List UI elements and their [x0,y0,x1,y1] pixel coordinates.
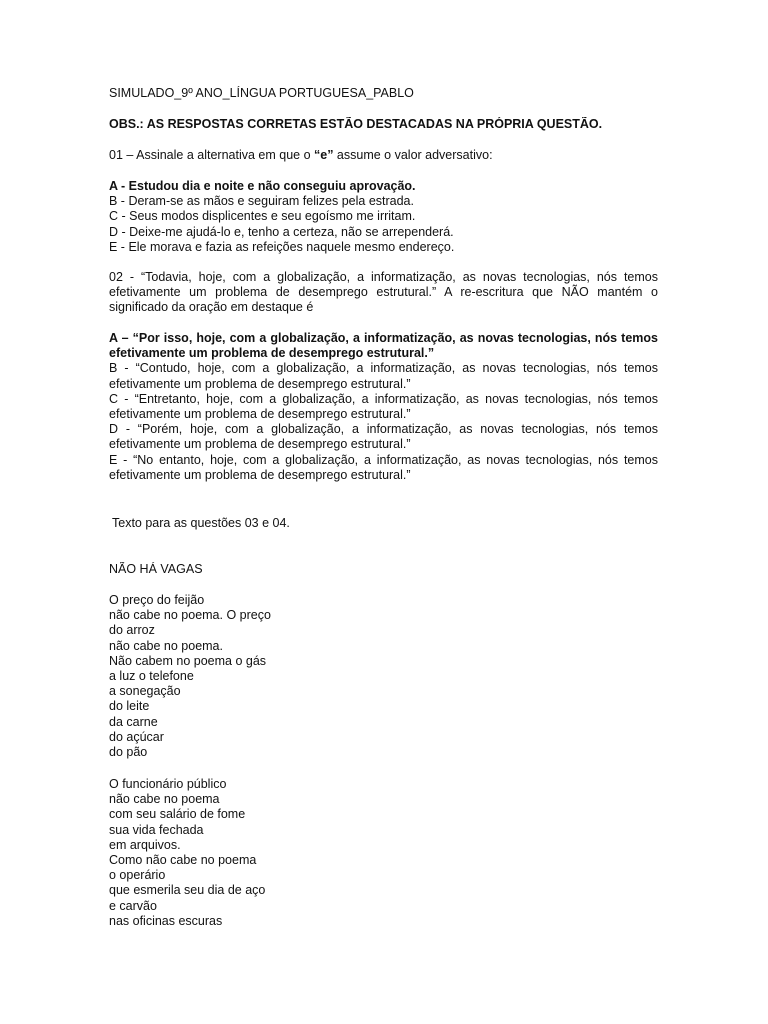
poem-title: NÃO HÁ VAGAS [109,562,203,576]
poem-line: da carne [109,714,158,729]
question-2-option-d: D - “Porém, hoje, com a globalização, a informatização, as novas tecnologias, nós temos efetivamente um problema de desemprego estrutural.” [109,422,658,452]
question-2-option-a: A – “Por isso, hoje, com a globalização, a informatização, as novas tecnologias, nós temos efetivamente um problema de desemprego estrutural.” [109,331,658,361]
poem-line: a sonegação [109,684,181,699]
poem-line: com seu salário de fome [109,807,246,822]
poem-line: O preço do feijão [109,593,205,607]
poem-line: que esmerila seu dia de aço [109,883,266,898]
question-1-option-d: D - Deixe-me ajudá-lo e, tenho a certeza, não se arrependerá. [109,224,454,239]
poem-line: o operário [109,868,166,883]
observation-note: OBS.: AS RESPOSTAS CORRETAS ESTÃO DESTACADAS NA PRÓPRIA QUESTÃO. [109,117,603,131]
poem-line: e carvão [109,898,157,913]
question-1-prompt-tail: assume o valor adversativo: [333,148,493,162]
poem-stanza-1 [109,593,658,760]
document-title: SIMULADO_9º ANO_LÍNGUA PORTUGUESA_PABLO [109,86,414,100]
poem-line: a luz o telefone [109,668,194,683]
question-1-option-e: E - Ele morava e fazia as refeições naquele mesmo endereço. [109,239,455,254]
poem-line: do leite [109,699,150,714]
question-2-option-b: B - “Contudo, hoje, com a globalização, a informatização, as novas tecnologias, nós temos efetivamente um problema de desemprego estrutural.” [109,361,658,391]
poem-line: Como não cabe no poema [109,852,257,867]
poem-line: do açúcar [109,729,164,744]
question-1-options [109,179,658,255]
poem-line: nas oficinas escuras [109,913,223,928]
question-2-option-e: E - “No entanto, hoje, com a globalização, a informatização, as novas tecnologias, nós temos efetivamente um problema de desemprego estrutural.” [109,452,658,482]
question-1-option-c: C - Seus modos displicentes e seu egoísmo me irritam. [109,209,416,224]
question-1-option-a: A - Estudou dia e noite e não conseguiu aprovação. [109,179,416,193]
poem-line: do arroz [109,623,155,638]
question-2-options [109,331,658,483]
poem-line: em arquivos. [109,837,181,852]
question-1-prompt [109,148,658,163]
question-1-prompt-text: 01 – Assinale a alternativa em que o [109,148,314,162]
text-intro: Texto para as questões 03 e 04. [112,516,290,530]
poem-line: do pão [109,744,148,759]
poem-line: sua vida fechada [109,822,204,837]
poem-line: não cabe no poema [109,792,220,807]
question-1-emphasis: “e” [314,148,334,162]
poem-line: não cabe no poema. O preço [109,608,271,623]
question-1-option-b: B - Deram-se as mãos e seguiram felizes pela estrada. [109,194,414,209]
poem-line: O funcionário público [109,777,227,791]
question-2-prompt: 02 - “Todavia, hoje, com a globalização, a informatização, as novas tecnologias, nós temos efetivamente um problema de desemprego estrutural.” A re-escritura que NÃO mantém o significado da oração em destaque é [109,270,658,315]
poem-line: Não cabem no poema o gás [109,653,267,668]
poem-stanza-2 [109,777,658,929]
poem-line: não cabe no poema. [109,638,223,653]
question-2-option-c: C - “Entretanto, hoje, com a globalização, a informatização, as novas tecnologias, nós temos efetivamente um problema de desemprego estrutural.” [109,391,658,422]
